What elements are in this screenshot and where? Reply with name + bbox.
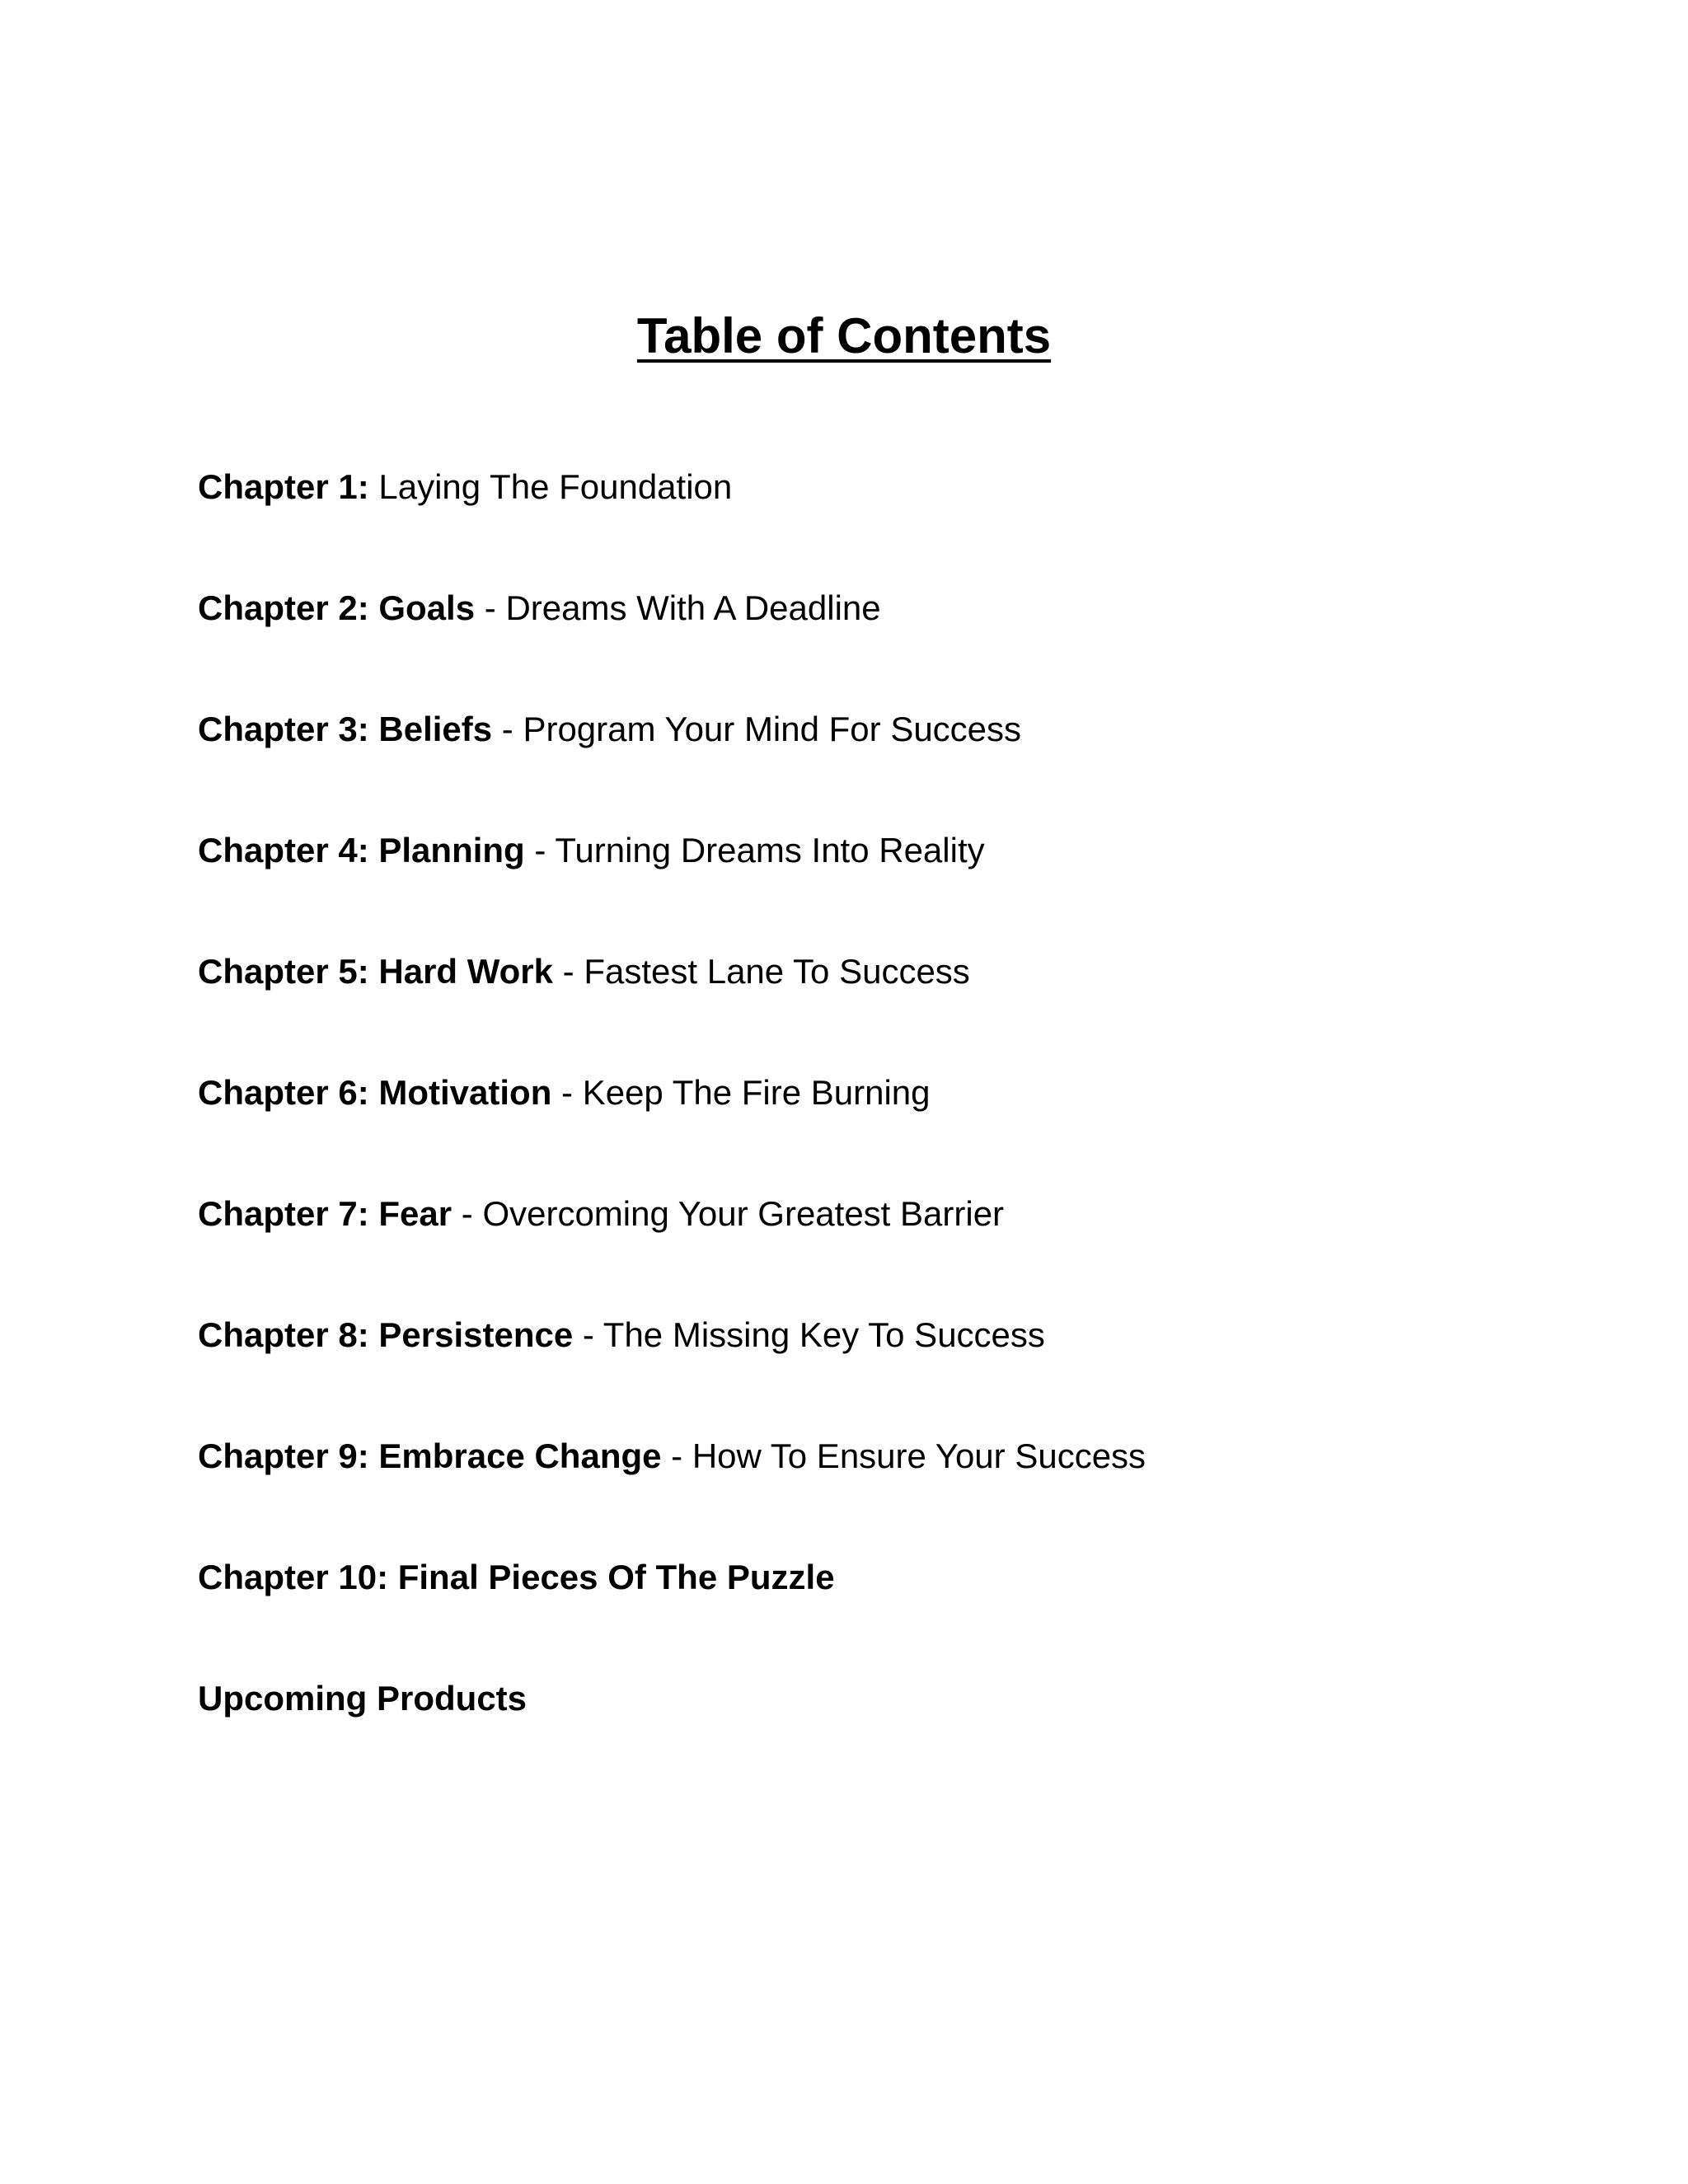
toc-entry-subtitle: Fastest Lane To Success	[584, 952, 970, 991]
page-title-text: Table of Contents	[636, 308, 1052, 363]
toc-entry-label: Chapter 5:	[198, 952, 369, 991]
toc-entry-chapter-7[interactable]	[198, 1185, 1599, 1306]
toc-entry-topic: Planning	[378, 831, 525, 869]
toc-entry-topic: Beliefs	[378, 710, 493, 748]
toc-entry-subtitle: Laying The Foundation	[378, 467, 733, 506]
toc-entry-subtitle: Overcoming Your Greatest Barrier	[482, 1194, 1005, 1233]
toc-entry-label: Chapter 2:	[198, 588, 369, 627]
toc-entry-chapter-6[interactable]	[198, 1064, 1599, 1185]
toc-entry-upcoming-products[interactable]	[198, 1670, 1599, 1791]
toc-entry-topic: Persistence	[378, 1315, 574, 1354]
toc-entry-chapter-2[interactable]	[198, 579, 1599, 701]
toc-entry-label: Chapter 9:	[198, 1436, 369, 1475]
toc-entry-subtitle: Program Your Mind For Success	[523, 710, 1022, 748]
toc-entry-subtitle: Turning Dreams Into Reality	[555, 831, 985, 869]
toc-list	[198, 458, 1599, 1791]
toc-entry-label: Chapter 6:	[198, 1073, 369, 1112]
toc-entry-subtitle: Keep The Fire Burning	[582, 1073, 931, 1112]
toc-entry-chapter-8[interactable]	[198, 1306, 1599, 1427]
toc-entry-subtitle: How To Ensure Your Success	[692, 1436, 1146, 1475]
toc-entry-label: Chapter 3:	[198, 710, 369, 748]
toc-entry-chapter-4[interactable]	[198, 822, 1599, 943]
toc-entry-separator: -	[671, 1436, 683, 1475]
toc-entry-subtitle: Dreams With A Deadline	[505, 588, 881, 627]
toc-entry-topic: Upcoming Products	[198, 1679, 528, 1718]
toc-entry-topic: Hard Work	[378, 952, 553, 991]
toc-entry-topic: Motivation	[378, 1073, 552, 1112]
toc-entry-topic: Final Pieces Of The Puzzle	[397, 1558, 835, 1596]
toc-entry-separator: -	[534, 831, 546, 869]
toc-entry-topic: Fear	[378, 1194, 452, 1233]
toc-entry-separator: -	[582, 1315, 594, 1354]
toc-entry-separator: -	[561, 1073, 574, 1112]
toc-entry-chapter-9[interactable]	[198, 1427, 1599, 1549]
toc-entry-chapter-1[interactable]	[198, 458, 1599, 579]
toc-entry-topic: Goals	[378, 588, 476, 627]
toc-entry-topic: Embrace Change	[378, 1436, 662, 1475]
toc-entry-separator: -	[501, 710, 513, 748]
toc-entry-label: Chapter 7:	[198, 1194, 369, 1233]
toc-entry-label: Chapter 1:	[198, 467, 369, 506]
toc-entry-separator: -	[461, 1194, 473, 1233]
toc-entry-separator: -	[484, 588, 496, 627]
toc-entry-subtitle: The Missing Key To Success	[603, 1315, 1045, 1354]
toc-entry-label: Chapter 8:	[198, 1315, 369, 1354]
toc-entry-separator: -	[562, 952, 574, 991]
toc-entry-chapter-5[interactable]	[198, 943, 1599, 1064]
toc-entry-label: Chapter 10:	[198, 1558, 389, 1596]
toc-entry-label: Chapter 4:	[198, 831, 369, 869]
page-title	[0, 303, 1688, 369]
toc-entry-chapter-3[interactable]	[198, 701, 1599, 822]
toc-entry-chapter-10[interactable]	[198, 1549, 1599, 1670]
